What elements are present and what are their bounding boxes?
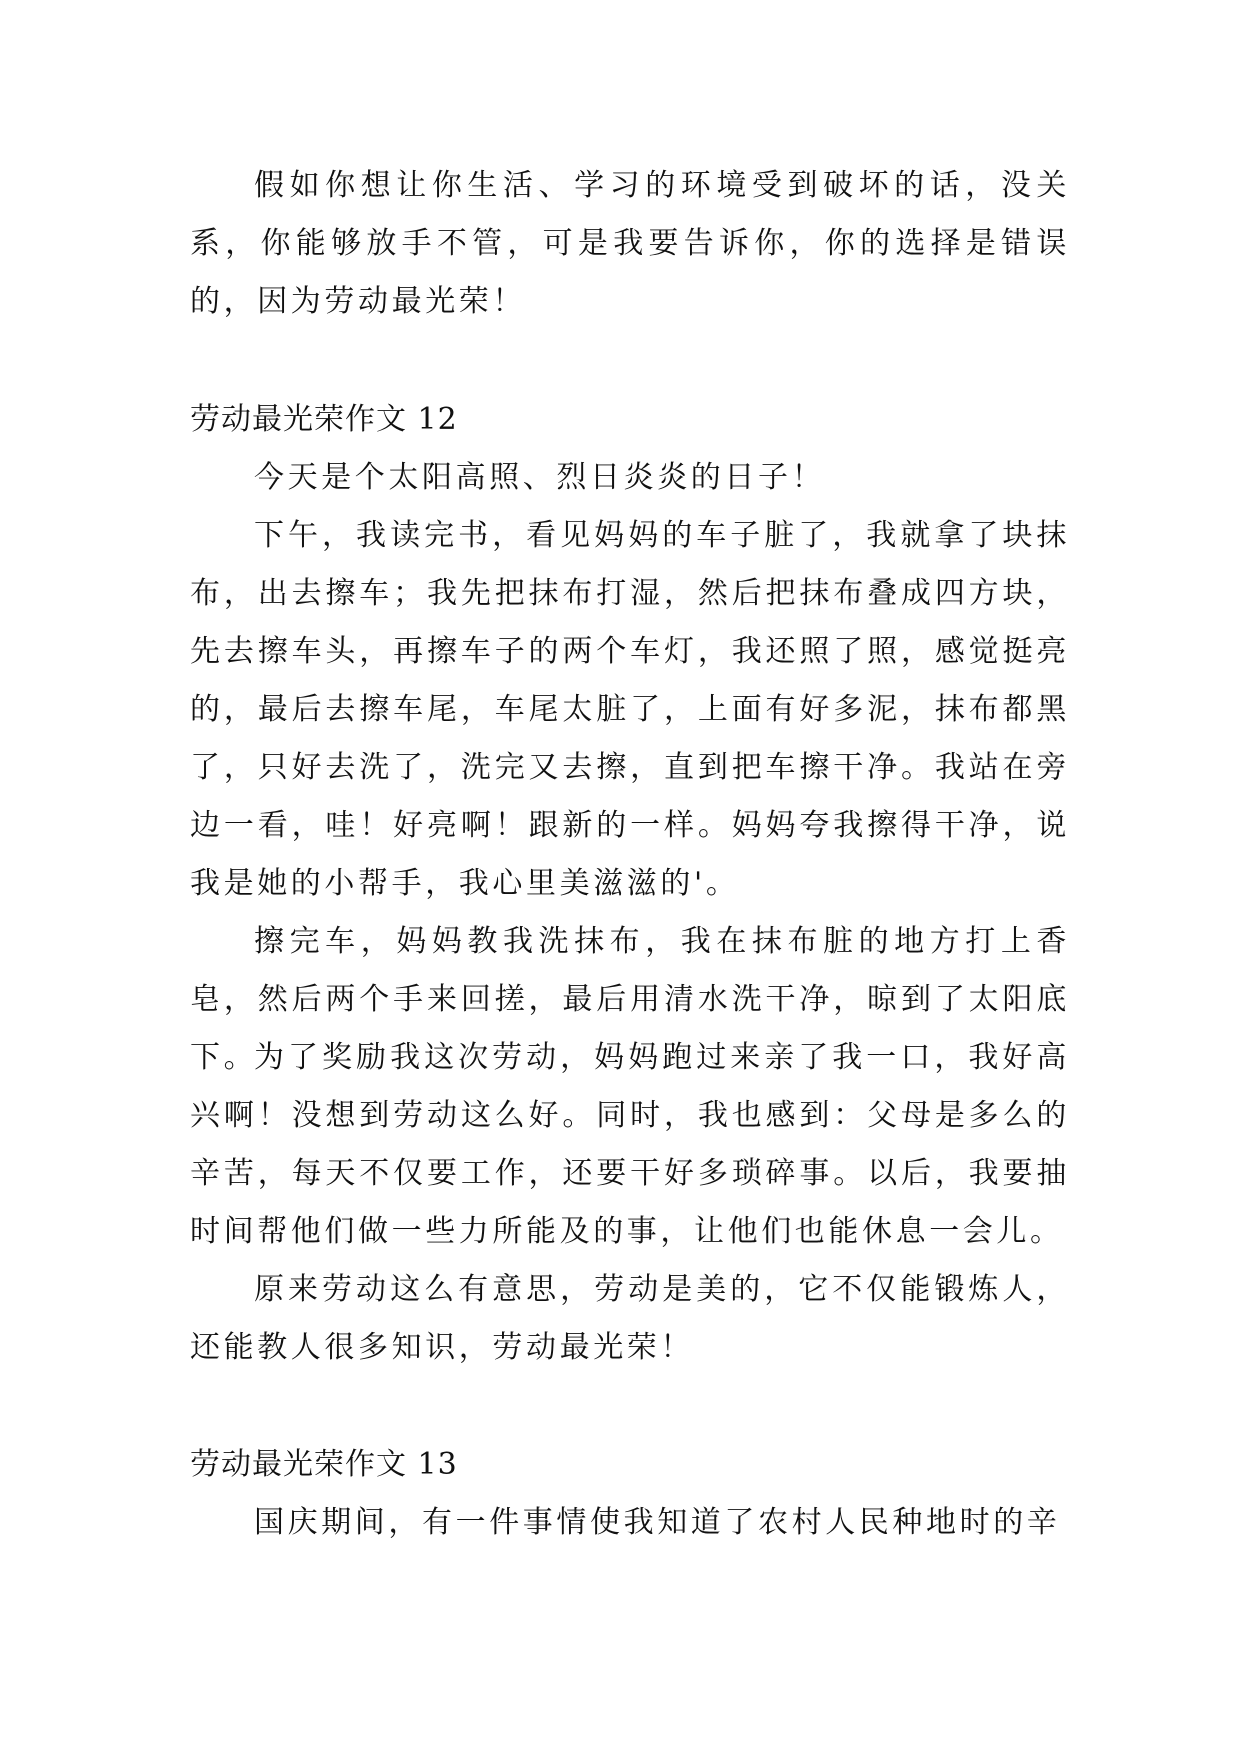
essay-12-paragraph-4: 为了奖励我这次劳动，妈妈跑过来亲了我一口，我好高兴啊！没想到劳动这么好。同时，我也感到：父母是多么的辛苦，每天不仅要工作，还要干好多琐碎事。以后，我要抽时间帮他们做一些力所能及的事，让他们也能休息一会儿。: [190, 1040, 1070, 1249]
essay-12-heading: 劳动最光荣作文 12: [190, 402, 458, 437]
essay-13-heading: 劳动最光荣作文 13: [190, 1447, 458, 1482]
essay-12-paragraph-3: 擦完车，妈妈教我洗抹布，我在抹布脏的地方打上香皂，然后两个手来回搓，最后用清水洗干净，晾到了太阳底下。: [190, 924, 1070, 1075]
essay-12-paragraph-5: 原来劳动这么有意思，劳动是美的，它不仅能锻炼人，还能教人很多知识，劳动最光荣！: [190, 1272, 1070, 1365]
essay-12-paragraph-1: 今天是个太阳高照、烈日炎炎的日子！: [254, 460, 826, 495]
paragraph-intro: 假如你想让你生活、学习的环境受到破坏的话，没关系，你能够放手不管，可是我要告诉你，你的选择是错误的，因为劳动最光荣！: [190, 168, 1070, 319]
essay-13-paragraph-1: 国庆期间，有一件事情使我知道了农村人民种地时的辛: [254, 1505, 1061, 1540]
essay-12-paragraph-2: 下午，我读完书，看见妈妈的车子脏了，我就拿了块抹布，出去擦车；我先把抹布打湿，然后把抹布叠成四方块，先去擦车头，再擦车子的两个车灯，我还照了照，感觉挺亮的，最后去擦车尾，车尾太脏了，上面有好多泥，抹布都黑了，只好去洗了，洗完又去擦，直到把车擦干净。我站在旁边一看，哇！好亮啊！跟新的一样。妈妈夸我擦得干净，说我是她的小帮手，我心里美滋滋的'。: [190, 518, 1070, 901]
